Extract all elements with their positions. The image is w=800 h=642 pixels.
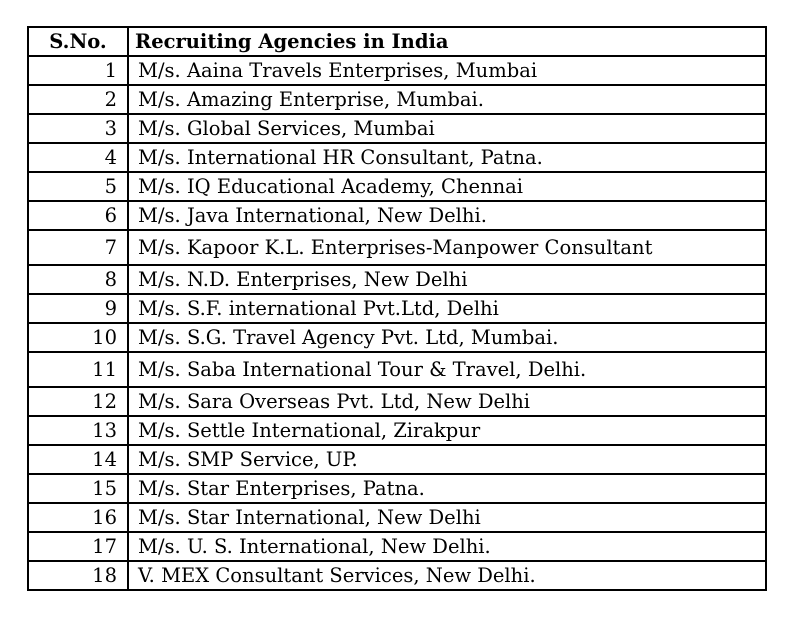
row-agency-name: M/s. U. S. International, New Delhi.: [128, 532, 766, 561]
row-agency-name: M/s. S.F. international Pvt.Ltd, Delhi: [128, 294, 766, 323]
row-sno: 16: [28, 503, 128, 532]
row-sno: 15: [28, 474, 128, 503]
row-sno: 4: [28, 143, 128, 172]
table-row: [28, 172, 766, 201]
row-sno: 7: [28, 230, 128, 265]
row-sno: 14: [28, 445, 128, 474]
row-agency-name: M/s. Java International, New Delhi.: [128, 201, 766, 230]
table-row: [28, 143, 766, 172]
row-sno: 17: [28, 532, 128, 561]
table-row: [28, 201, 766, 230]
row-sno: 18: [28, 561, 128, 590]
row-sno: 6: [28, 201, 128, 230]
row-agency-name: M/s. International HR Consultant, Patna.: [128, 143, 766, 172]
table-row: [28, 294, 766, 323]
row-agency-name: M/s. Star International, New Delhi: [128, 503, 766, 532]
row-agency-name: M/s. Sara Overseas Pvt. Ltd, New Delhi: [128, 387, 766, 416]
row-agency-name: M/s. Settle International, Zirakpur: [128, 416, 766, 445]
row-agency-name: V. MEX Consultant Services, New Delhi.: [128, 561, 766, 590]
row-agency-name: M/s. SMP Service, UP.: [128, 445, 766, 474]
row-sno: 3: [28, 114, 128, 143]
table-row: [28, 323, 766, 352]
table-row: [28, 416, 766, 445]
table-row: [28, 532, 766, 561]
header-agency: Recruiting Agencies in India: [128, 27, 766, 56]
row-sno: 12: [28, 387, 128, 416]
row-sno: 5: [28, 172, 128, 201]
table-row: [28, 561, 766, 590]
table-row: [28, 85, 766, 114]
row-agency-name: M/s. S.G. Travel Agency Pvt. Ltd, Mumbai.: [128, 323, 766, 352]
table-row: [28, 265, 766, 294]
table-row: [28, 352, 766, 387]
table-row: [28, 387, 766, 416]
row-sno: 8: [28, 265, 128, 294]
row-sno: 13: [28, 416, 128, 445]
table-header-row: [28, 27, 766, 56]
row-agency-name: M/s. Kapoor K.L. Enterprises-Manpower Consultant: [128, 230, 766, 265]
table-row: [28, 230, 766, 265]
row-sno: 1: [28, 56, 128, 85]
row-agency-name: M/s. IQ Educational Academy, Chennai: [128, 172, 766, 201]
row-agency-name: M/s. Saba International Tour & Travel, Delhi.: [128, 352, 766, 387]
row-agency-name: M/s. Aaina Travels Enterprises, Mumbai: [128, 56, 766, 85]
table-row: [28, 445, 766, 474]
recruiting-agencies-table: [27, 26, 767, 591]
header-sno: S.No.: [28, 27, 128, 56]
row-sno: 10: [28, 323, 128, 352]
table-row: [28, 474, 766, 503]
row-sno: 11: [28, 352, 128, 387]
table-row: [28, 114, 766, 143]
row-agency-name: M/s. Global Services, Mumbai: [128, 114, 766, 143]
table-row: [28, 56, 766, 85]
row-sno: 2: [28, 85, 128, 114]
table-row: [28, 503, 766, 532]
row-agency-name: M/s. N.D. Enterprises, New Delhi: [128, 265, 766, 294]
row-sno: 9: [28, 294, 128, 323]
row-agency-name: M/s. Amazing Enterprise, Mumbai.: [128, 85, 766, 114]
row-agency-name: M/s. Star Enterprises, Patna.: [128, 474, 766, 503]
